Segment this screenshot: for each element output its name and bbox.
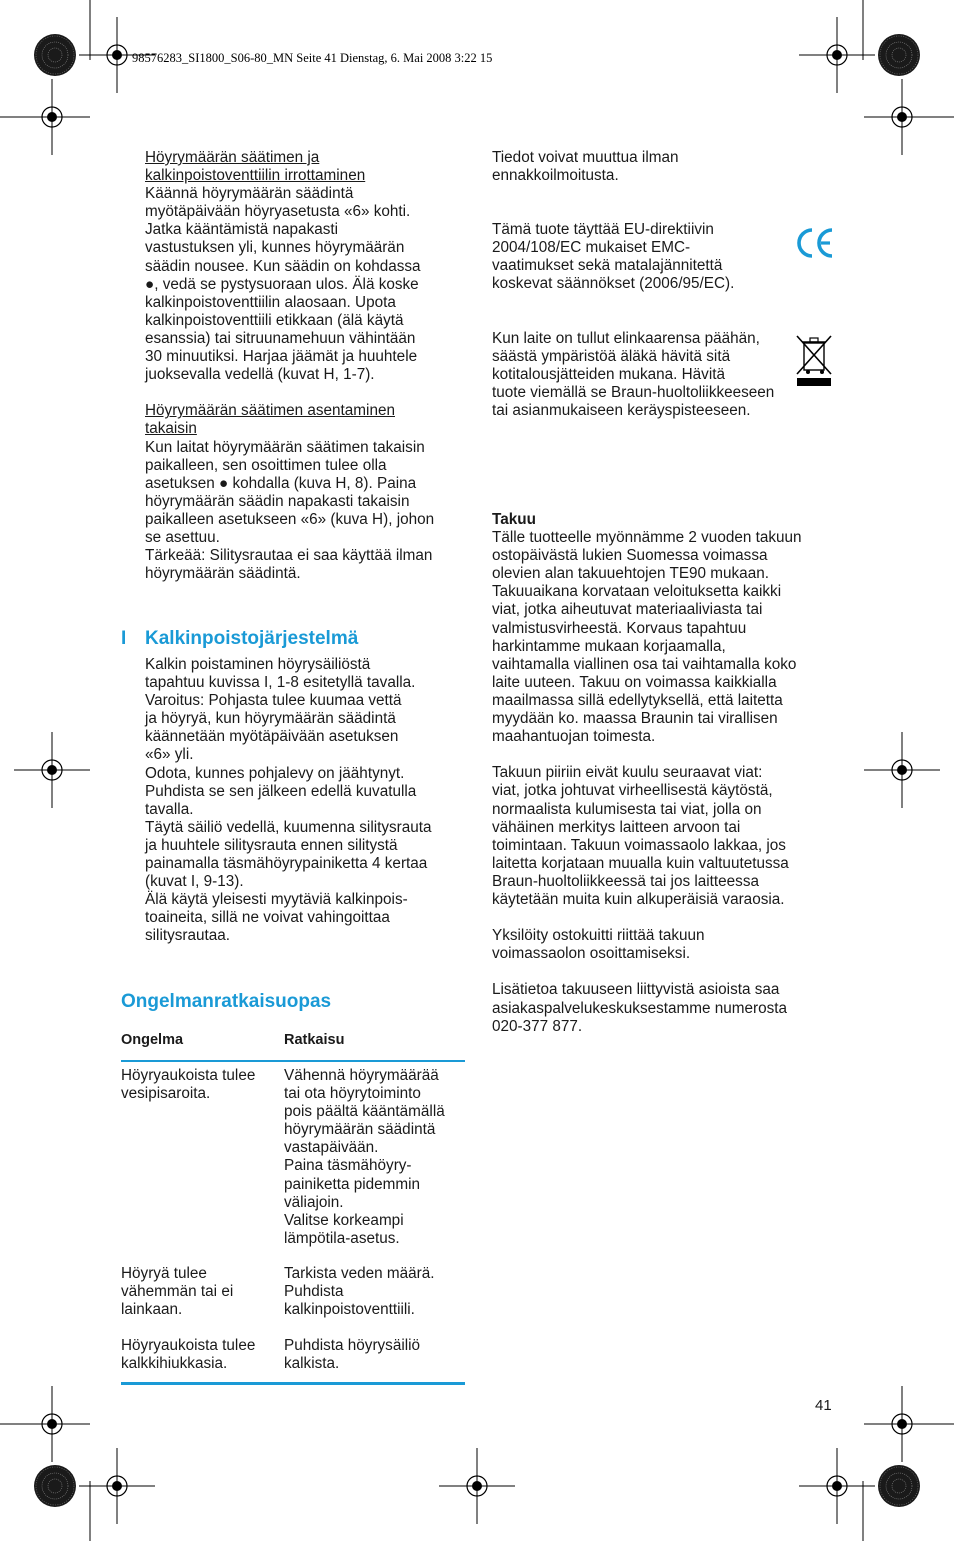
text-line: paikalleen asetukseen «6» (kuva H), johon — [145, 510, 435, 528]
text-line: vähäinen merkitys laitteen arvoon tai — [492, 818, 741, 836]
text-line: Takuun piiriin eivät kuulu seuraavat viat: — [492, 764, 763, 782]
text-line: tuote viemällä se Braun-huoltoliikkeeseen — [492, 384, 775, 402]
print-header: 98576283_SI1800_S06-80_MN Seite 41 Dienstag, 6. Mai 2008 3:22 15 — [132, 51, 493, 65]
notice-text — [492, 149, 822, 185]
cell-line: vähemmän tai ei — [121, 1283, 234, 1301]
text-line: harkintamme mukaan korjaamalla, — [492, 637, 726, 655]
text-line: Älä käytä yleisesti myytäviä kalkinpois- — [145, 891, 408, 909]
cell-line: kalkista. — [284, 1355, 340, 1373]
text-line: maahantuojan toimesta. — [492, 728, 656, 746]
cell-line: höyrymäärän säädintä — [284, 1121, 436, 1139]
text-line: höyrymäärän säädintä. — [145, 565, 301, 583]
text-line: Varoitus: Pohjasta tulee kuumaa vettä — [145, 692, 402, 710]
table-header-problem: Ongelma — [121, 1032, 184, 1048]
cell-line: lämpötila-asetus. — [284, 1229, 400, 1247]
text-line: kotitalousjätteiden mukana. Hävitä — [492, 366, 725, 384]
text-line: Jatka kääntämistä napakasti — [145, 221, 339, 239]
text-line: laite uuteen. Takuu on voimassa kaikkialla — [492, 673, 777, 691]
cell-line: Puhdista höyrysäiliö — [284, 1337, 421, 1354]
decalc-letter: I — [121, 628, 127, 649]
decalc-title: Kalkinpoistojärjestelmä — [145, 628, 359, 649]
text-line: Tiedot voivat muuttua ilman — [492, 149, 679, 166]
text-line: tai asianmukaiseen keräyspisteeseen. — [492, 402, 751, 420]
cell-line: Höyryaukoista tulee — [121, 1337, 256, 1354]
text-line: ostopäivästä lukien Suomessa voimassa — [492, 547, 768, 565]
text-line: ja höyryä, kun höyrymäärän säädintä — [145, 710, 396, 728]
text-line: koskevat säännökset (2006/95/EC). — [492, 275, 735, 293]
table-row-3-solution — [284, 1337, 469, 1373]
text-line: laitetta korjataan muualla kuin valtuutetussa — [492, 854, 789, 872]
table-bottom-rule — [121, 1382, 465, 1385]
text-line: silitysrautaa. — [145, 927, 231, 945]
text-line: 30 minuutiksi. Harjaa jäämät ja huuhtele — [145, 348, 418, 366]
text-line: 020-377 877. — [492, 1017, 583, 1035]
text-line: Tälle tuotteelle myönnämme 2 vuoden takuun — [492, 529, 802, 547]
text-line: Yksilöity ostokuitti riittää takuun — [492, 927, 705, 945]
text-line: Takuuaikana korvataan veloituksetta kaikki — [492, 583, 782, 601]
cell-line: pois päältä kääntämällä — [284, 1103, 445, 1121]
cell-line: Valitse korkeampi — [284, 1211, 404, 1229]
cell-line: lainkaan. — [121, 1301, 183, 1319]
cell-line: painiketta pidemmin — [284, 1175, 421, 1193]
text-line: höyrymäärän säädin napakasti takaisin — [145, 492, 410, 510]
text-line: olevien alan takuuehtojen TE90 mukaan. — [492, 565, 769, 583]
text-line: Kalkin poistaminen höyrysäiliöstä — [145, 656, 371, 673]
table-row-1-solution — [284, 1067, 469, 1248]
text-line: (kuvat I, 9-13). — [145, 873, 244, 891]
text-line: vaihtamalla viallinen osa tai vaihtamalla koko — [492, 655, 797, 673]
text-line: toimintaan. Takuun voimassaolo lakkaa, jos — [492, 836, 786, 854]
steam-refit-title-1: Höyrymäärän säätimen asentaminen — [145, 402, 395, 420]
text-line: tavalla. — [145, 800, 194, 818]
table-row-3-problem — [121, 1337, 281, 1373]
table-header-rule — [121, 1060, 465, 1062]
text-line: kalkinpoistoventtiili etikkaan (älä käytä — [145, 311, 404, 329]
text-line: viat, jotka johtuvat virheellisestä käytöstä, — [492, 782, 773, 800]
text-line: valmistusvirheestä. Korvaus tapahtuu — [492, 619, 747, 637]
weee-text — [492, 330, 822, 420]
text-line: normaalista kulumisesta tai viat, jolla on — [492, 800, 762, 818]
text-line: Kun laitat höyrymäärän säätimen takaisin — [145, 438, 425, 456]
cell-line: Puhdista — [284, 1283, 344, 1301]
text-line: Lisätietoa takuuseen liittyvistä asioista saa — [492, 981, 780, 999]
text-line: Kun laite on tullut elinkaarensa päähän, — [492, 330, 760, 347]
cell-line: tai ota höyrytoiminto — [284, 1085, 421, 1103]
text-line: säädin nousee. Kun säädin on kohdassa — [145, 257, 421, 275]
text-line: asiakaspalvelukeskuksestamme numerosta — [492, 999, 788, 1017]
text-line: toaineita, sillä ne voivat vahingoittaa — [145, 909, 390, 927]
steam-remove-title-1: Höyrymäärän säätimen ja — [145, 149, 320, 166]
decalc-section — [145, 656, 475, 946]
ce-mark-icon — [795, 224, 835, 262]
table-row-1-problem — [121, 1067, 281, 1103]
crossed-bin-icon — [795, 332, 833, 388]
ce-text — [492, 221, 792, 293]
text-line: asetuksen ● kohdalla (kuva H, 8). Paina — [145, 474, 417, 492]
text-line: vaatimukset sekä matalajännitettä — [492, 257, 723, 275]
cell-line: kalkkihiukkasia. — [121, 1355, 228, 1373]
cell-line: Vähennä höyrymäärää — [284, 1067, 439, 1084]
text-line: maailmassa sillä edellytyksellä, että laitetta — [492, 691, 783, 709]
cell-line: Höyryä tulee — [121, 1265, 207, 1282]
text-line: viat, jotka aiheutuvat materiaaliviasta tai — [492, 601, 763, 619]
cell-line: väliajoin. — [284, 1193, 344, 1211]
table-row-2-solution — [284, 1265, 469, 1319]
text-line: myötäpäivään höyryasetusta «6» kohti. — [145, 203, 411, 221]
table-row-2-problem — [121, 1265, 281, 1319]
warranty-section — [492, 511, 837, 1036]
text-line: painamalla täsmähöyrypainiketta 4 kertaa — [145, 855, 428, 873]
text-line: käännetään myötäpäivään asetuksen — [145, 728, 399, 746]
text-line: Tämä tuote täyttää EU-direktiivin — [492, 221, 714, 238]
table-header-solution: Ratkaisu — [284, 1032, 345, 1048]
warranty-title: Takuu — [492, 511, 536, 528]
text-line: esanssia) tai sitruunamehuun vähintään — [145, 329, 416, 347]
text-line: 2004/108/EC mukaiset EMC- — [492, 239, 691, 257]
text-line: käytetään muita kuin alkuperäisiä varaosia. — [492, 890, 785, 908]
text-line: se asettuu. — [145, 528, 220, 546]
cell-line: vastapäivään. — [284, 1139, 379, 1157]
text-line: Käännä höyrymäärän säädintä — [145, 185, 354, 203]
steam-remove-title-2: kalkinpoistoventtiilin irrottaminen — [145, 167, 366, 185]
cell-line: Höyryaukoista tulee — [121, 1067, 256, 1084]
text-line: Braun-huoltoliikkeessä tai jos laitteessa — [492, 872, 759, 890]
text-line: ●, vedä se pystysuoraan ulos. Älä koske — [145, 275, 419, 293]
text-line: ennakkoilmoitusta. — [492, 167, 619, 185]
steam-refit-title-2: takaisin — [145, 420, 197, 438]
text-line: ja huuhtele silitysrauta ennen silitystä — [145, 836, 398, 854]
cell-line: vesipisaroita. — [121, 1085, 211, 1103]
page-number: 41 — [815, 1397, 832, 1414]
text-line: tapahtuu kuvissa I, 1-8 esitetyllä tavalla. — [145, 674, 416, 692]
text-line: myydään ko. maassa Braunin tai virallisen — [492, 710, 778, 728]
text-line: «6» yli. — [145, 746, 194, 764]
text-line: Täytä säiliö vedellä, kuumenna silitysrauta — [145, 818, 432, 836]
decalc-heading — [121, 627, 481, 651]
text-line: kalkinpoistoventtiilin alaosaan. Upota — [145, 293, 396, 311]
cell-line: Paina täsmähöyry- — [284, 1157, 412, 1175]
text-line: säästä ympäristöä äläkä hävitä sitä — [492, 348, 731, 366]
steam-remove-section — [145, 149, 475, 583]
text-line: Odota, kunnes pohjalevy on jäähtynyt. — [145, 764, 405, 782]
cell-line: kalkinpoistoventtiili. — [284, 1301, 415, 1319]
text-line: juoksevalla vedellä (kuvat H, 1-7). — [145, 366, 375, 384]
troubleshooting-title: Ongelmanratkaisuopas — [121, 991, 332, 1012]
cell-line: Tarkista veden määrä. — [284, 1265, 435, 1282]
text-line: Puhdista se sen jälkeen edellä kuvatulla — [145, 782, 417, 800]
text-line: Tärkeää: Silitysrautaa ei saa käyttää ilman — [145, 547, 433, 565]
text-line: paikalleen, sen osoittimen tulee olla — [145, 456, 387, 474]
text-line: vastustuksen yli, kunnes höyrymäärän — [145, 239, 405, 257]
text-line: voimassaolon osoittamiseksi. — [492, 945, 691, 963]
